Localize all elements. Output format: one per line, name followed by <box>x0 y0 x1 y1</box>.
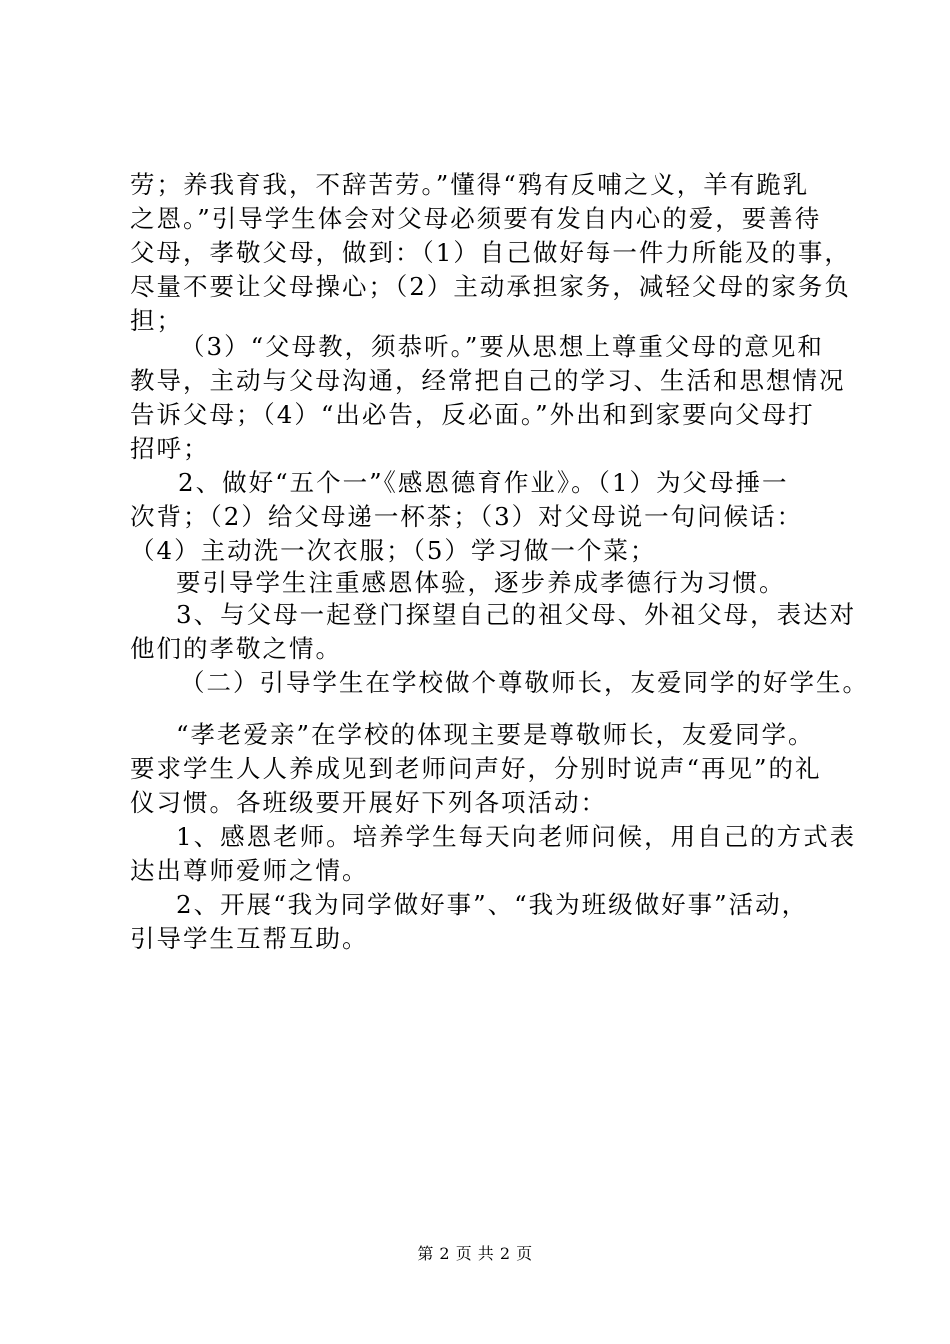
body-line-21: 达出尊师爱师之情。 <box>130 856 369 885</box>
body-line-13: 要引导学生注重感恩体验，逐步养成孝德行为习惯。 <box>176 568 786 597</box>
body-line-3: 父母，孝敬父母，做到：（1）自己做好每一件力所能及的事， <box>130 238 851 267</box>
body-line-12: （4）主动洗一次衣服；（5）学习做一个菜； <box>130 536 657 565</box>
body-line-6: （3）“父母教，须恭听。”要从思想上尊重父母的意见和 <box>180 332 824 361</box>
body-line-1: 劳；养我育我，不辞苦劳。”懂得“鸦有反哺之义，羊有跪乳 <box>130 170 810 199</box>
body-line-9: 招呼； <box>130 434 210 463</box>
body-line-20: 1、感恩老师。培养学生每天向老师问候，用自己的方式表 <box>176 822 857 851</box>
section-heading: （二）引导学生在学校做个尊敬师长，友爱同学的好学生。 <box>180 668 869 697</box>
page-footer: 第 2 页 共 2 页 <box>417 1244 533 1263</box>
body-line-22: 2、开展“我为同学做好事”、“我为班级做好事”活动， <box>176 890 809 919</box>
body-line-19: 仪习惯。各班级要开展好下列各项活动： <box>130 788 607 817</box>
body-line-8: 告诉父母；（4）“出必告，反必面。”外出和到家要向父母打 <box>130 400 815 429</box>
body-line-11: 次背；（2）给父母递一杯茶；（3）对父母说一句问候话： <box>130 502 804 531</box>
body-line-2: 之恩。”引导学生体会对父母必须要有发自内心的爱，要善待 <box>130 204 822 233</box>
body-line-7: 教导，主动与父母沟通，经常把自己的学习、生活和思想情况 <box>130 366 846 395</box>
body-line-4: 尽量不要让父母操心；（2）主动承担家务，减轻父母的家务负 <box>130 272 851 301</box>
body-line-10: 2、做好“五个一”《感恩德育作业》。（1）为父母捶一 <box>178 468 789 497</box>
body-line-23: 引导学生互帮互助。 <box>130 924 369 953</box>
body-line-18: 要求学生人人养成见到老师问声好，分别时说声“再见”的礼 <box>130 754 822 783</box>
body-line-5: 担； <box>130 306 183 335</box>
body-line-15: 他们的孝敬之情。 <box>130 634 342 663</box>
body-line-17: “孝老爱亲”在学校的体现主要是尊敬师长，友爱同学。 <box>176 720 815 749</box>
body-line-14: 3、与父母一起登门探望自己的祖父母、外祖父母，表达对 <box>176 600 857 629</box>
